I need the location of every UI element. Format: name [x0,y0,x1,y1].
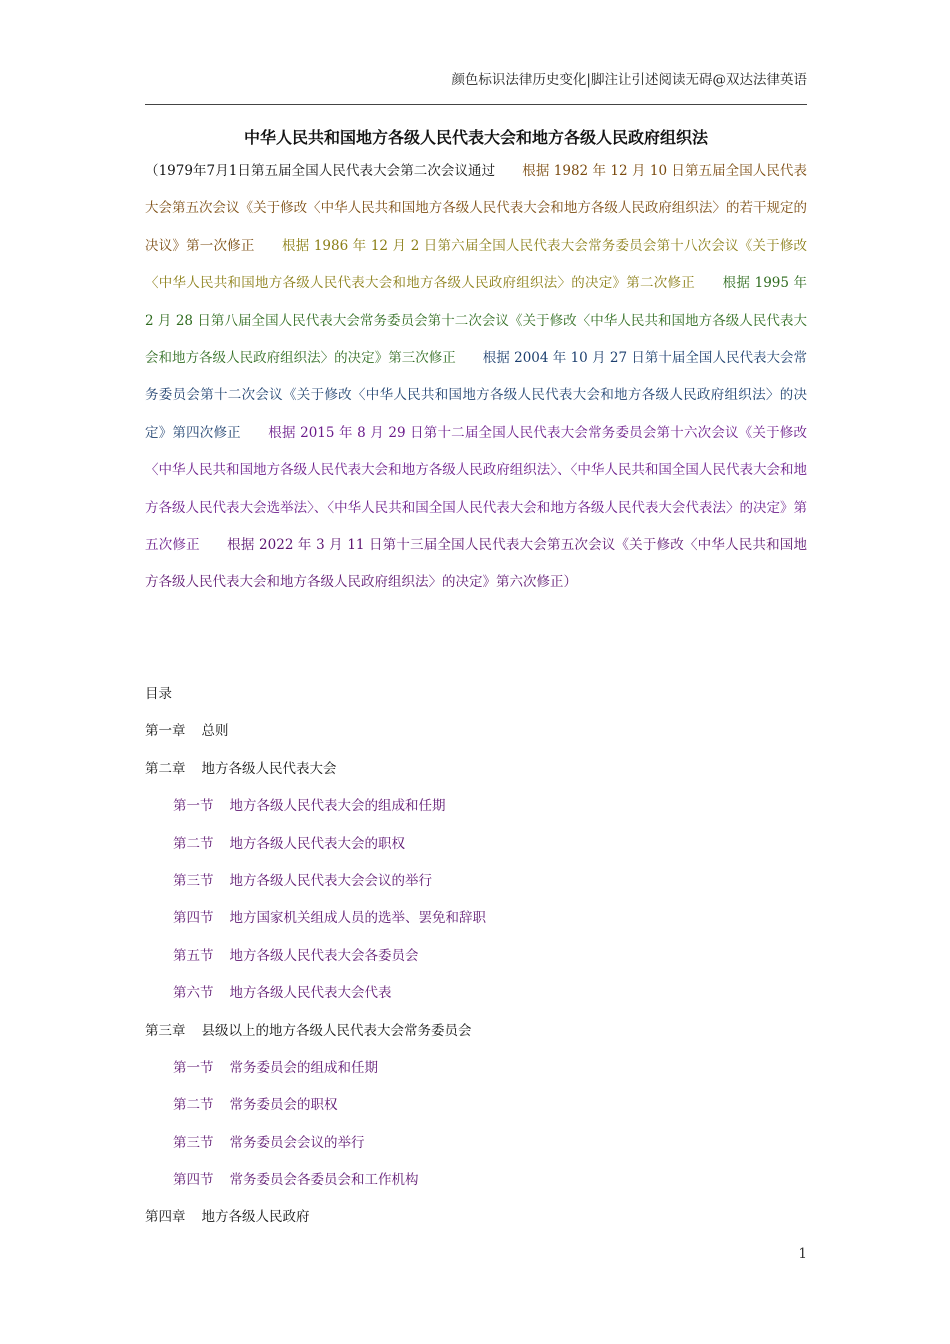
toc-section[interactable] [145,900,807,937]
toc-section[interactable] [145,788,807,825]
history-amendment-3: 根据 1995 年 2 月 28 日第八届全国人民代表大会常务委员会第十二次会议《关于修改〈中华人民共和国地方各级人民代表大会和地方各级人民政府组织法〉的决定》第三次修正 [145,275,808,367]
section-title: 常务委员会会议的举行 [229,1134,365,1151]
legislative-history [145,153,807,602]
section-number: 第五节 [173,947,214,964]
document-title: 中华人民共和国地方各级人民代表大会和地方各级人民政府组织法 [243,128,708,147]
section-number: 第二节 [173,1097,214,1114]
history-enactment: （1979年7月1日第五届全国人民代表大会第二次会议通过 [145,163,496,179]
section-number: 第一节 [173,1059,214,1076]
section-title: 地方各级人民代表大会各委员会 [229,947,419,964]
toc-section[interactable] [145,1050,807,1087]
section-number: 第三节 [173,872,214,889]
toc-heading: 目录 [145,686,172,702]
history-amendment-6: 根据 2022 年 3 月 11 日第十三届全国人民代表大会第五次会议《关于修改〈中华人民共和国地方各级人民代表大会和地方各级人民政府组织法〉的决定》第六次修正） [145,537,808,591]
toc-section[interactable] [145,1087,807,1124]
section-title: 地方各级人民代表大会的职权 [229,835,405,852]
toc-section[interactable] [145,1162,807,1199]
section-number: 第三节 [173,1134,214,1151]
toc-section[interactable] [145,938,807,975]
toc-section[interactable] [145,826,807,863]
toc-chapter-2[interactable] [145,751,807,788]
toc-section[interactable] [145,863,807,900]
section-title: 地方各级人民代表大会会议的举行 [229,872,432,889]
section-title: 常务委员会各委员会和工作机构 [229,1172,419,1189]
toc-chapter-3[interactable] [145,1013,807,1050]
section-number: 第四节 [173,1172,214,1189]
page-number: 1 [798,1246,807,1262]
table-of-contents [145,676,807,1237]
header-rule [145,104,807,105]
history-amendment-1: 根据 1982 年 12 月 10 日第五届全国人民代表大会第五次会议《关于修改〈中华人民共和国地方各级人民代表大会和地方各级人民政府组织法〉的若干规定的决议》第一次修正 [145,163,807,254]
history-amendment-5: 根据 2015 年 8 月 29 日第十二届全国人民代表大会常务委员会第十六次会议《关于修改〈中华人民共和国地方各级人民代表大会和地方各级人民政府组织法〉、〈中华人民共和国全国人民代表大会和地方各级人民代表大会选举法〉、〈中华人民共和国全国人民代表大会和地方各级人民代表大会代表法〉的决定》第五次修正 [145,424,807,554]
section-title: 地方国家机关组成人员的选举、罢免和辞职 [229,910,486,927]
section-number: 第二节 [173,835,214,852]
chapter-title: 总则 [201,723,229,740]
toc-section[interactable] [145,1125,807,1162]
section-title: 常务委员会的职权 [229,1097,338,1114]
section-title: 地方各级人民代表大会的组成和任期 [229,798,446,815]
chapter-number: 第四章 [145,1209,186,1226]
history-amendment-2: 根据 1986 年 12 月 2 日第六届全国人民代表大会常务委员会第十八次会议《关于修改〈中华人民共和国地方各级人民代表大会和地方各级人民政府组织法〉的决定》第二次修正 [145,237,808,292]
chapter-number: 第一章 [145,723,186,740]
section-title: 地方各级人民代表大会代表 [229,985,392,1002]
history-amendment-4: 根据 2004 年 10 月 27 日第十届全国人民代表大会常务委员会第十二次会议《关于修改〈中华人民共和国地方各级人民代表大会和地方各级人民政府组织法〉的决定》第四次修正 [145,350,808,441]
chapter-number: 第三章 [145,1022,186,1039]
chapter-number: 第二章 [145,760,186,777]
section-title: 常务委员会的组成和任期 [229,1059,378,1076]
page-header: 颜色标识法律历史变化|脚注让引述阅读无碍@双达法律英语 [451,72,807,88]
chapter-title: 地方各级人民代表大会 [201,760,337,777]
toc-chapter-1[interactable] [145,713,807,750]
section-number: 第六节 [173,985,214,1002]
section-number: 第四节 [173,910,214,927]
toc-chapter-4[interactable] [145,1199,807,1236]
section-number: 第一节 [173,798,214,815]
chapter-title: 地方各级人民政府 [201,1209,310,1226]
chapter-title: 县级以上的地方各级人民代表大会常务委员会 [201,1022,472,1039]
toc-section[interactable] [145,975,807,1012]
